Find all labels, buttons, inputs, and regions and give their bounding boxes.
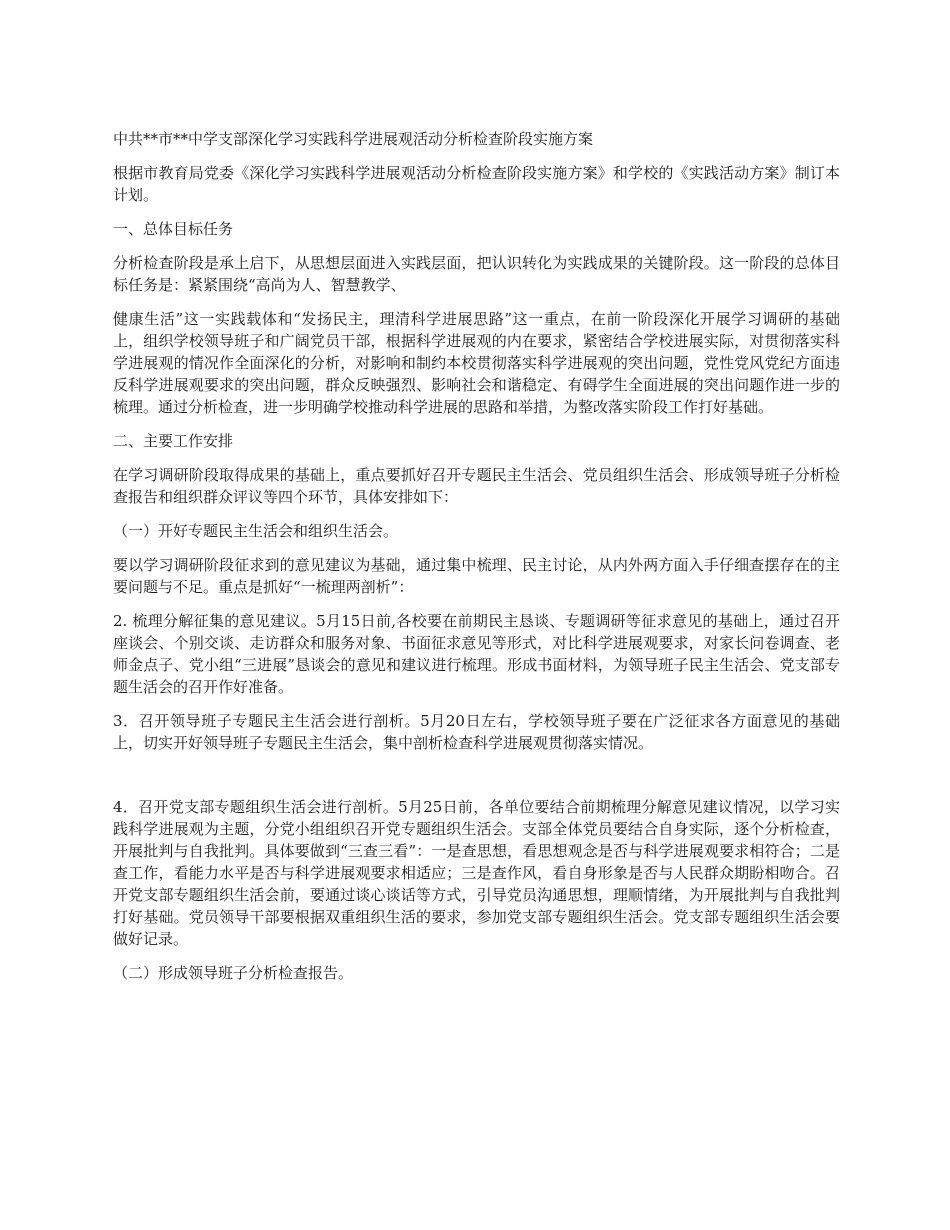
subsection1-paragraph-1: 要以学习调研阶段征求到的意见建议为基础，通过集中梳理、民主讨论，从内外两方面入手仔细查摆存在的主要问题与不足。重点是抓好“一梳理两剖析”： <box>113 556 840 596</box>
section2-paragraph-1: 在学习调研阶段取得成果的基础上，重点要抓好召开专题民主生活会、党员组织生活会、形成领导班子分析检查报告和组织群众评议等四个环节，具体安排如下： <box>113 466 840 506</box>
list-item-3: 3．召开领导班子专题民主生活会进行剖析。5月20日左右，学校领导班子要在广泛征求各方面意见的基础上，切实开好领导班子专题民主生活会，集中剖析检查科学进展观贯彻落实情况。 <box>113 712 840 752</box>
subsection-heading-1: （一）开好专题民主生活会和组织生活会。 <box>113 522 399 540</box>
section1-paragraph-2: 健康生活”这一实践载体和“发扬民主，理清科学进展思路”这一重点，在前一阶段深化开展学习调研的基础上，组织学校领导班子和广阔党员干部，根据科学进展观的内在要求，紧密结合学校进展实际，对贯彻落实科学进展观的情况作全面深化的分析，对影响和制约本校贯彻落实科学进展观的突出问题，党性党风党纪方面违反科学进展观要求的突出问题，群众反映强烈、影响社会和谐稳定、有碍学生全面进展的突出问题作进一步的梳理。通过分析检查，进一步明确学校推动科学进展的思路和举措，为整改落实阶段工作打好基础。 <box>113 310 840 416</box>
document-title: 中共**市**中学支部深化学习实践科学进展观活动分析检查阶段实施方案 <box>113 130 594 148</box>
section-heading-2: 二、主要工作安排 <box>113 432 234 450</box>
section-heading-1: 一、总体目标任务 <box>113 220 234 238</box>
document-page <box>113 128 840 996</box>
subsection-heading-2: （二）形成领导班子分析检查报告。 <box>113 964 354 982</box>
section1-paragraph-1: 分析检查阶段是承上启下，从思想层面进入实践层面，把认识转化为实践成果的关键阶段。这一阶段的总体目标任务是：紧紧围绕“高尚为人、智慧教学、 <box>113 254 840 294</box>
paragraph-spacer <box>113 766 840 796</box>
intro-paragraph: 根据市教育局党委《深化学习实践科学进展观活动分析检查阶段实施方案》和学校的《实践活动方案》制订本计划。 <box>113 164 840 204</box>
list-item-2: 2. 梳理分解征集的意见建议。5月15日前,各校要在前期民主恳谈、专题调研等征求意见的基础上，通过召开座谈会、个别交谈、走访群众和服务对象、书面征求意见等形式，对比科学进展观要求，对家长问卷调查、老师金点子、党小组“三进展”恳谈会的意见和建议进行梳理。形成书面材料，为领导班子民主生活会、党支部专题生活会的召开作好准备。 <box>113 612 840 696</box>
list-item-4: 4．召开党支部专题组织生活会进行剖析。5月25日前，各单位要结合前期梳理分解意见建议情况，以学习实践科学进展观为主题，分党小组组织召开党专题组织生活会。支部全体党员要结合自身实际，逐个分析检查，开展批判与自我批判。具体要做到“三查三看”：一是查思想，看思想观念是否与科学进展观要求相符合；二是查工作，看能力水平是否与科学进展观要求相适应；三是查作风，看自身形象是否与人民群众期盼相吻合。召开党支部专题组织生活会前，要通过谈心谈话等方式，引导党员沟通思想，理顺情绪，为开展批判与自我批判打好基础。党员领导干部要根据双重组织生活的要求，参加党支部专题组织生活会。党支部专题组织生活会要做好记录。 <box>113 798 840 948</box>
